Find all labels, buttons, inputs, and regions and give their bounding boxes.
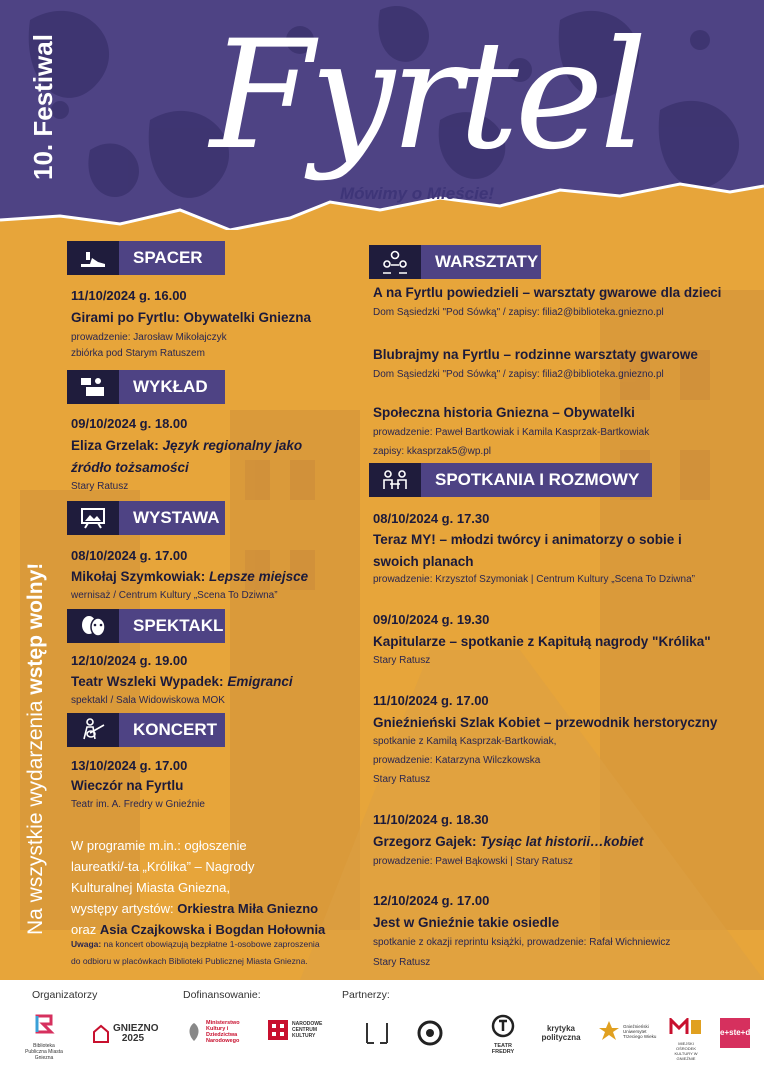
funding-label: Dofinansowanie:	[183, 989, 261, 1001]
event-title: Girami po Fyrtlu: Obywatelki Gniezna	[71, 310, 312, 325]
event-info: prowadzenie: Paweł Bartkowiak i Kamila Kasprzak-Bartkowiak	[373, 427, 650, 438]
krytyka-polityczna-logo: krytyka polityczna	[541, 1024, 581, 1042]
edition-label: 10. Festiwal	[28, 34, 58, 180]
concert-note: Uwaga: na koncert obowiązują bezpłatne 1-osobowe zaproszenia do odbioru w placówkach Biblioteki Publicznej Miasta Gniezna.	[71, 939, 320, 966]
event-date: 11/10/2024 g. 17.00	[373, 693, 489, 708]
category-spacer: SPACER	[67, 241, 225, 275]
event-title-cont: swoich planach	[373, 554, 474, 569]
nck-logo: NARODOWE CENTRUM KULTURY	[268, 1020, 322, 1040]
event-info: spektakl / Sala Widowiskowa MOK	[71, 695, 225, 706]
partners-label: Partnerzy:	[342, 989, 390, 1001]
event-info: zbiórka pod Starym Ratuszem	[71, 348, 205, 359]
festival-subtitle: Mówimy o Mieście!	[340, 184, 494, 203]
event-title: Blubrajmy na Fyrtlu – rodzinne warsztaty gwarowe	[373, 347, 698, 362]
partner-logo-2	[417, 1020, 443, 1051]
event-info: Stary Ratusz	[71, 481, 129, 492]
event-title: Grzegorz Gajek: Tysiąc lat historii…kobiet	[373, 834, 644, 849]
event-info: Dom Sąsiedzki "Pod Sówką" / zapisy: filia2@biblioteka.gniezno.pl	[373, 369, 664, 380]
teatr-fredry-logo: TEATR FREDRY	[486, 1014, 520, 1055]
category-spektakl: SPEKTAKL	[67, 609, 225, 643]
lecturer-icon	[67, 370, 119, 404]
event-info: spotkanie z okazji reprintu książki, prowadzenie: Rafał Wichniewicz	[373, 937, 671, 948]
event-title: Mikołaj Szymkowiak: Lepsze miejsce	[71, 569, 309, 584]
event-info: Stary Ratusz	[373, 957, 431, 968]
category-spotkania: SPOTKANIA I ROZMOWY	[369, 463, 652, 497]
ministry-logo: Ministerstwo Kultury i Dziedzictwa Narodowego	[186, 1020, 256, 1044]
event-date: 13/10/2024 g. 17.00	[71, 758, 188, 773]
category-koncert: KONCERT	[67, 713, 225, 747]
event-title: Eliza Grzelak: Język regionalny jako	[71, 438, 303, 453]
category-warsztaty: WARSZTATY	[369, 245, 541, 279]
event-info: prowadzenie: Krzysztof Szymoniak | Centrum Kultury „Scena To Dziwna”	[373, 574, 695, 585]
event-info: Dom Sąsiedzki "Pod Sówką" / zapisy: filia2@biblioteka.gniezno.pl	[373, 307, 664, 318]
event-date: 09/10/2024 g. 19.30	[373, 612, 490, 627]
partner-logo-1	[362, 1020, 392, 1051]
free-entry-note: Na wszystkie wydarzenia wstęp wolny!	[24, 562, 47, 935]
workshop-group-icon	[369, 245, 421, 279]
event-date: 09/10/2024 g. 18.00	[71, 416, 188, 431]
event-info: Stary Ratusz	[373, 655, 431, 666]
guitar-player-icon	[67, 713, 119, 747]
library-logo: Biblioteka Publiczna Miasta Gniezna	[24, 1012, 64, 1061]
event-title: Jest w Gnieźnie takie osiedle	[373, 915, 560, 930]
event-info: prowadzenie: Jarosław Mikołajczyk	[71, 332, 227, 343]
event-date: 12/10/2024 g. 19.00	[71, 653, 188, 668]
event-title: Wieczór na Fyrtlu	[71, 778, 184, 793]
event-info: prowadzenie: Paweł Bąkowski | Stary Ratusz	[373, 856, 573, 867]
category-wystawa: WYSTAWA	[67, 501, 225, 535]
theatre-masks-icon	[67, 609, 119, 643]
event-date: 11/10/2024 g. 16.00	[71, 288, 187, 303]
event-info: wernisaż / Centrum Kultury „Scena To Dziwna”	[71, 590, 278, 601]
festival-title: Fyrtel	[210, 9, 644, 183]
gniezno-2025-logo: GNIEZNO 2025	[92, 1024, 153, 1044]
exhibition-icon	[67, 501, 119, 535]
concert-programme: W programie m.in.: ogłoszenie laureatki/-ta „Królika” – Nagrody Kulturalnej Miasta Gniezna, występy artystów: Orkiestra Miła Gniezno oraz Asia Czajkowska i Bogdan Hołownia	[71, 838, 326, 937]
event-title: A na Fyrtlu powiedzieli – warsztaty gwarowe dla dzieci	[373, 285, 722, 300]
estede-logo: e+ste+de	[720, 1018, 750, 1048]
event-info: spotkanie z Kamilą Kasprzak-Bartkowiak,	[373, 736, 557, 747]
event-info: prowadzenie: Katarzyna Wilczkowska	[373, 755, 541, 766]
event-title: Społeczna historia Gniezna – Obywatelki	[373, 405, 635, 420]
event-info: Teatr im. A. Fredry w Gnieźnie	[71, 799, 205, 810]
event-title: Gnieźnieński Szlak Kobiet – przewodnik herstoryczny	[373, 715, 718, 730]
event-date: 12/10/2024 g. 17.00	[373, 893, 490, 908]
event-title: Teraz MY! – młodzi twórcy i animatorzy o sobie i	[373, 532, 682, 547]
event-title-cont: źródło tożsamości	[71, 460, 189, 475]
category-wyklad: WYKŁAD	[67, 370, 225, 404]
event-date: 08/10/2024 g. 17.30	[373, 511, 490, 526]
organizers-label: Organizatorzy	[32, 989, 98, 1001]
event-date: 11/10/2024 g. 18.30	[373, 812, 489, 827]
utw-logo: Gnieźnieński Uniwersytet Trzeciego Wieku	[598, 1020, 657, 1042]
event-date: 08/10/2024 g. 17.00	[71, 548, 188, 563]
event-title: Kapitularze – spotkanie z Kapitułą nagrody "Królika"	[373, 634, 711, 649]
event-title: Teatr Wszleki Wypadek: Emigranci	[71, 674, 293, 689]
event-info: Stary Ratusz	[373, 774, 431, 785]
walking-shoes-icon	[67, 241, 119, 275]
conversation-icon	[369, 463, 421, 497]
footer-sponsors	[0, 980, 764, 1080]
mok-logo: MIEJSKI OŚRODEK KULTURY W GNIEŹNIE	[668, 1018, 704, 1061]
event-info: zapisy: kkasprzak5@wp.pl	[373, 446, 491, 457]
